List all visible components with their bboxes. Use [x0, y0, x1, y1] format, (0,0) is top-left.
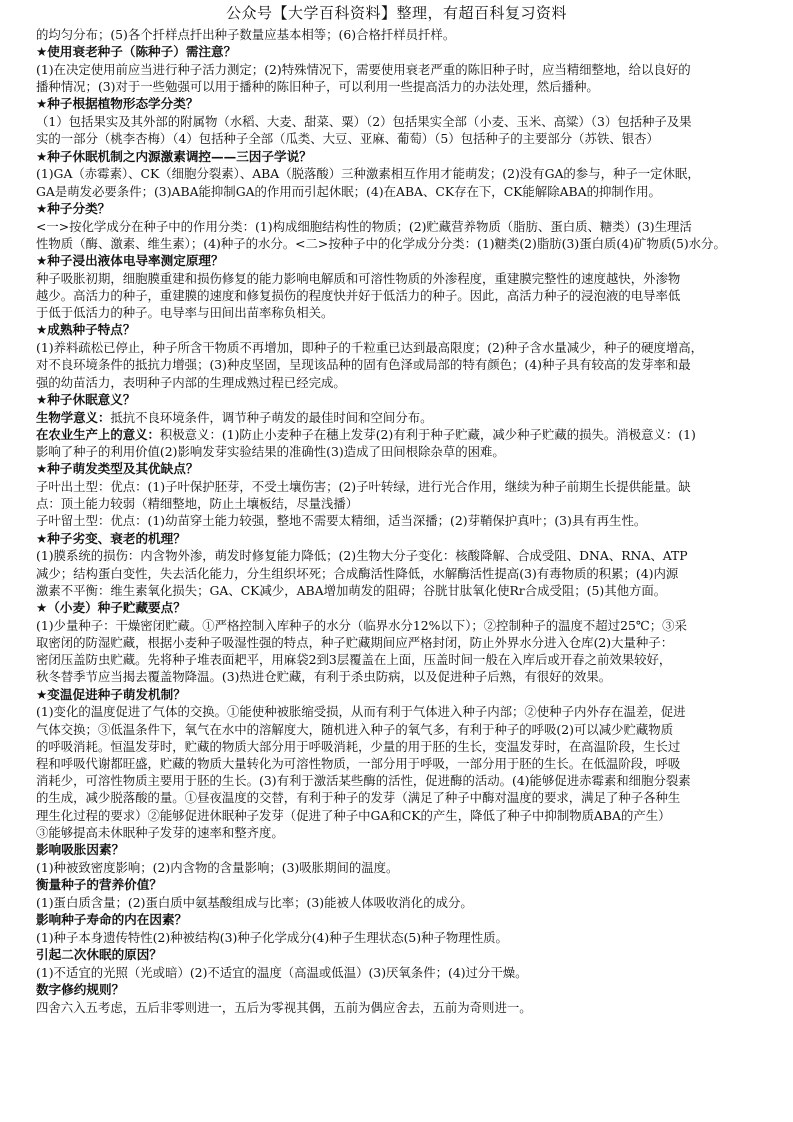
section-heading: ★种子根据植物形态学分类？ — [36, 96, 199, 112]
section-heading: ★种子休眠意义？ — [36, 391, 136, 407]
paragraph-line: (1)种被致密度影响；(2)内含物的含量影响；(3)吸胀期间的温度。 — [36, 859, 399, 875]
paragraph-line: 越少。高活力的种子，重建膜的速度和修复损伤的程度快并好于低活力的种子。因此，高活力种子的浸泡液的电导率低 — [36, 288, 681, 304]
paragraph-line: 的均匀分布；(5)各个扦样点扦出种子数量应基本相等；(6)合格扦样员扦样。 — [36, 27, 456, 42]
paragraph-line: GA是萌发必要条件；(3)ABA能抑制GA的作用而引起休眠；(4)在ABA、CK存在下，CK能解除ABA的抑制作用。 — [36, 183, 661, 199]
paragraph-line: 点：顶土能力较弱（精细整地，防止土壤板结，尽量浅播） — [36, 496, 359, 512]
paragraph-line: 密闭压盖防虫贮藏。先将种子堆表面耙平，用麻袋2到3层覆盖在上面，压盖时间一般在入库后或开春之前效果较好， — [36, 652, 672, 668]
section-heading: 衡量种子的营养价值？ — [36, 877, 162, 893]
paragraph-line: 秋冬替季节应当揭去覆盖物降温。(3)热进仓贮藏，有利于杀虫防病，以及促进种子后熟，有很好的效果。 — [36, 669, 612, 685]
paragraph-line: 理生化过程的要求）②能够促进休眠种子发芽（促进了种子中GA和CK的产生，降低了种子中抑制物质ABA的产生） — [36, 807, 671, 823]
section-heading: 数字修约规则？ — [36, 982, 125, 998]
paragraph-line: (1)变化的温度促进了气体的交换。①能使种被胀缩受损，从而有利于气体进入种子内部；②使种子内外存在温差，促进 — [36, 704, 686, 720]
paragraph-line — [36, 409, 772, 426]
paragraph-line: (1)不适宜的光照（光或暗）(2)不适宜的温度（高温或低温）(3)厌氧条件；(4)过分干燥。 — [36, 964, 528, 980]
section-heading: 影响种子寿命的内在因素？ — [36, 912, 188, 928]
paragraph-line: 对不良环境条件的抵抗力增强；(3)种皮坚固，呈现该品种的固有色泽或局部的特有颜色；(4)种子具有较高的发芽率和最 — [36, 357, 691, 373]
section-heading: ★（小麦）种子贮藏要点？ — [36, 600, 186, 616]
paragraph-line: 子叶留土型：优点：(1)幼苗穿土能力较强，整地不需要太精细，适当深播；(2)芽鞘保护真叶；(3)具有再生性。 — [36, 513, 647, 529]
paragraph-line: (1)GA（赤霉素）、CK（细胞分裂素）、ABA（脱落酸）三种激素相互作用才能萌发；(2)没有GA的参与，种子一定休眠， — [36, 166, 700, 182]
paragraph-line: 的呼吸消耗。恒温发芽时，贮藏的物质大部分用于呼吸消耗，少量的用于胚的生长，变温发芽时，在高温阶段，生长过 — [36, 738, 681, 754]
paragraph-line: <一>按化学成分在种子中的作用分类：(1)构成细胞结构性的物质；(2)贮藏营养物质（脂肪、蛋白质、糖类）(3)生理活 — [36, 218, 692, 234]
paragraph-line: 取密闭的防湿贮藏，根据小麦种子吸湿性强的特点，种子贮藏期间应严格封闭，防止外界水分进入仓库(2)大量种子： — [36, 635, 674, 651]
paragraph-line: 子叶出土型：优点：(1)子叶保护胚芽，不受土壤伤害；(2)子叶转绿，进行光合作用，继续为种子前期生长提供能量。缺 — [36, 479, 691, 495]
section-heading: 影响吸胀因素？ — [36, 842, 125, 858]
paragraph-line: 气体交换；③低温条件下，氧气在水中的溶解度大，随机进入种子的氧气多，有利于种子的呼吸(2)可以减少贮藏物质 — [36, 721, 674, 737]
paragraph-line: (1)种子本身遗传特性(2)种被结构(3)种子化学成分(4)种子生理状态(5)种子物理性质。 — [36, 929, 508, 945]
paragraph-line: (1)少量种子：干燥密闭贮藏。①严格控制入库种子的水分（临界水分12%以下）；②控制种子的温度不超过25℃；③采 — [36, 617, 687, 633]
paragraph-line: (1)膜系统的损伤：内含物外渗，萌发时修复能力降低；(2)生物大分子变化：核酸降解、合成受阻、DNA、RNA、ATP — [36, 548, 688, 564]
paragraph-lead-label: 生物学意义： — [36, 409, 111, 425]
paragraph-line: 影响了种子的利用价值(2)影响发芽实验结果的准确性(3)造成了田间根除杂草的困难。 — [36, 444, 505, 460]
paragraph-line: 性物质（酶、激素、维生素）；(4)种子的水分。<二>按种子中的化学成分分类：(1)糖类(2)脂肪(3)蛋白质(4)矿物质(5)水分。 — [36, 235, 726, 251]
section-heading: ★成熟种子特点？ — [36, 322, 136, 338]
section-heading: ★种子萌发类型及其优缺点？ — [36, 461, 199, 477]
paragraph-lead-label: 在农业生产上的意义： — [36, 426, 160, 442]
paragraph-line: 实的一部分（桃李杏梅）（4）包括种子全部（瓜类、大豆、亚麻、葡萄）（5）包括种子的主要部分（苏铁、银杏） — [36, 131, 659, 147]
section-heading: ★使用衰老种子（陈种子）需注意？ — [36, 44, 237, 60]
paragraph-line: 激素不平衡：维生素氧化损失；GA、CK减少，ABA增加萌发的阻碍；谷胱甘肽氧化使Rr合成受阻；(5)其他方面。 — [36, 582, 667, 598]
document-body — [36, 26, 772, 1016]
paragraph-line: (1)在决定使用前应当进行种子活力测定；(2)特殊情况下，需要使用衰老严重的陈旧种子时，应当精细整地，给以良好的 — [36, 62, 691, 77]
paragraph-line: 强的幼苗活力，表明种子内部的生理成熟过程已经完成。 — [36, 374, 346, 390]
section-heading: 引起二次休眠的原因？ — [36, 947, 162, 963]
paragraph-line: （1）包括果实及其外部的附属物（水稻、大麦、甜菜、粟）（2）包括果实全部（小麦、玉米、高粱）（3）包括种子及果 — [36, 114, 692, 130]
paragraph-text: 抵抗不良环境条件，调节种子萌发的最佳时间和空间分布。 — [110, 409, 433, 425]
page-header: 公众号【大学百科资料】整理，有超百科复习资料 — [225, 4, 567, 22]
section-heading: ★变温促进种子萌发机制？ — [36, 686, 186, 702]
paragraph-line: 四舍六入五考虑，五后非零则进一，五后为零视其偶，五前为偶应舍去，五前为奇则进一。 — [36, 999, 532, 1015]
paragraph-line: ③能够提高未休眠种子发芽的速率和整齐度。 — [36, 824, 284, 840]
paragraph-line — [36, 426, 772, 443]
paragraph-line: 程和呼吸代谢都旺盛，贮藏的物质大量转化为可溶性物质，一部分用于呼吸，一部分用于胚的生长。在低温阶段，呼吸 — [36, 756, 681, 772]
section-heading: ★种子休眠机制之内源激素调控——三因子学说？ — [36, 148, 312, 164]
section-heading: ★种子分类？ — [36, 200, 111, 216]
section-heading: ★种子浸出液体电导率测定原理？ — [36, 253, 224, 269]
paragraph-line: 减少；结构蛋白变性，失去活化能力，分生组织坏死；合成酶活性降低，水解酶活性提高(3)有毒物质的积累；(4)内源 — [36, 565, 679, 581]
paragraph-line: 播种情况；(3)对于一些勉强可以用于播种的陈旧种子，可以利用一些提高活力的办法处理，然后播种。 — [36, 79, 599, 95]
paragraph-line: 种子吸胀初期，细胞膜重建和损伤修复的能力影响电解质和可溶性物质的外渗程度，重建膜完整性的速度越快，外渗物 — [36, 270, 681, 286]
paragraph-line: 的生成，减少脱落酸的量。①昼夜温度的交替，有利于种子的发芽（满足了种子中酶对温度的要求，满足了种子各种生 — [36, 790, 681, 806]
section-heading: ★种子劣变、衰老的机理？ — [36, 530, 186, 546]
paragraph-line: (1)养料疏松已停止，种子所含干物质不再增加，即种子的千粒重已达到最高限度；(2)种子含水量减少，种子的硬度增高， — [36, 340, 704, 356]
paragraph-text: 积极意义：(1)防止小麦种子在穗上发芽(2)有利于种子贮藏，减少种子贮藏的损失。消极意义：(1) — [159, 426, 696, 442]
paragraph-line: 消耗少，可溶性物质主要用于胚的生长。(3)有利于激活某些酶的活性，促进酶的活动。(4)能够促进赤霉素和细胞分裂素 — [36, 773, 691, 789]
paragraph-line: 于低于低活力的种子。电导率与田间出苗率称负相关。 — [36, 305, 334, 321]
paragraph-line: (1)蛋白质含量；(2)蛋白质中氨基酸组成与比率；(3)能被人体吸收消化的成分。 — [36, 894, 473, 910]
